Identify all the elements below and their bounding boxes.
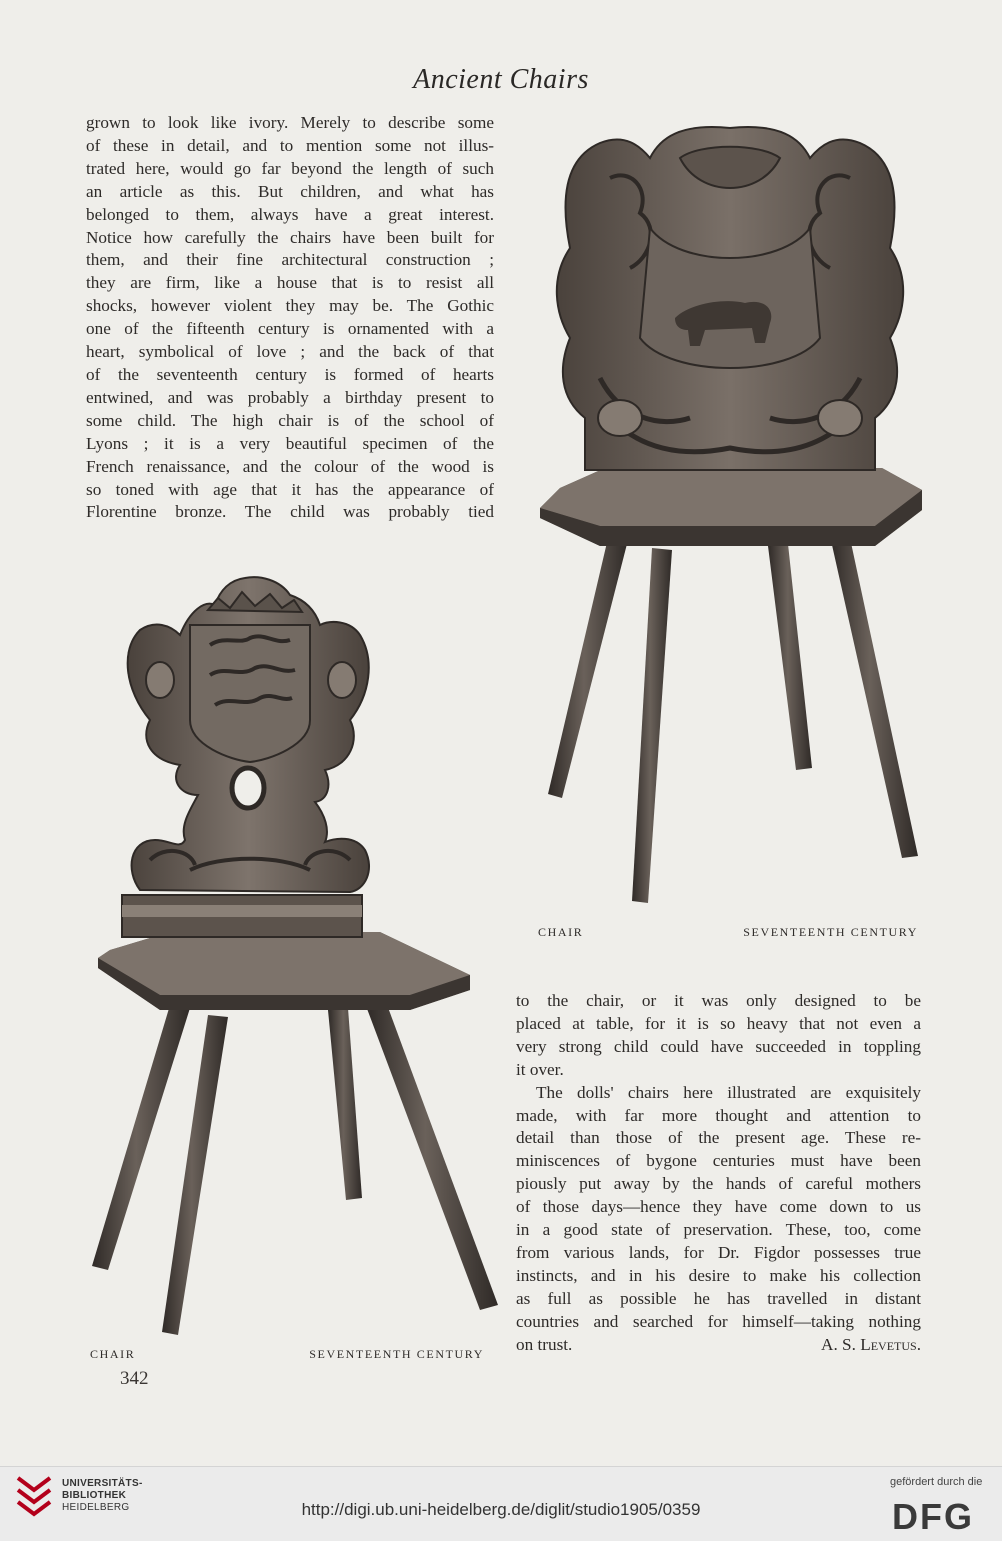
text-line: an article as this. But children, and what has xyxy=(86,181,494,201)
text-line: miniscences of bygone centuries must have been xyxy=(516,1151,921,1171)
running-title: Ancient Chairs xyxy=(413,64,589,95)
text-line: them, and their fine architectural construction ; xyxy=(86,250,494,270)
text-line: Lyons ; it is a very beautiful specimen of the xyxy=(86,433,494,453)
library-name-line2: BIBLIOTHEK xyxy=(62,1490,127,1501)
text-line: to the chair, or it was only designed to be xyxy=(516,991,921,1010)
page-number: 342 xyxy=(120,1368,149,1389)
text-line: in a good state of preservation. These, too, come xyxy=(516,1220,921,1240)
text-line: belonged to them, always have a great interest. xyxy=(86,204,494,224)
text-line: so toned with age that it has the appearance of xyxy=(86,479,494,499)
dfg-logo: DFG xyxy=(892,1496,974,1537)
text-line: made, with far more thought and attention to xyxy=(516,1105,921,1125)
text-line: placed at table, for it is so heavy that not even a xyxy=(516,1013,921,1033)
text-line: trated here, would go far beyond the length of such xyxy=(86,158,494,178)
caption-right-period: SEVENTEENTH CENTURY xyxy=(743,925,918,939)
caption-left-label: CHAIR xyxy=(90,1347,136,1361)
text-line: Florentine bronze. The child was probably tied xyxy=(86,502,494,522)
text-line: Notice how carefully the chairs have been built for xyxy=(86,227,494,247)
text-line: they are firm, like a house that is to resist all xyxy=(86,273,494,293)
text-line: it over. xyxy=(516,1059,564,1079)
text-line: as full as possible he has travelled in distant xyxy=(516,1288,921,1308)
article-text-top-column xyxy=(86,112,494,524)
text-line: countries and searched for himself—taking nothing xyxy=(516,1311,921,1331)
text-line: The dolls' chairs here illustrated are exquisitely xyxy=(536,1082,921,1102)
text-line: from various lands, for Dr. Figdor possesses true xyxy=(516,1242,921,1262)
text-line: of these in detail, and to mention some not illus- xyxy=(86,135,494,155)
library-name-line3: HEIDELBERG xyxy=(62,1502,130,1513)
text-line: some child. The high chair is of the school of xyxy=(86,410,494,430)
text-line: French renaissance, and the colour of the wood is xyxy=(86,456,494,476)
text-line: detail than those of the present age. These re- xyxy=(516,1128,921,1148)
chair-photo-right xyxy=(530,118,930,918)
caption-left xyxy=(90,1347,484,1362)
funded-by-label: gefördert durch die xyxy=(890,1476,983,1488)
last-line-text: on trust. xyxy=(516,1334,573,1354)
library-name-line1: UNIVERSITÄTS- xyxy=(62,1478,143,1489)
text-line: very strong child could have succeeded in toppling xyxy=(516,1036,921,1056)
text-line: of those days—hence they have come down to us xyxy=(516,1197,921,1217)
chair-photo-left xyxy=(80,570,500,1340)
source-url-link[interactable]: http://digi.ub.uni-heidelberg.de/diglit/studio1905/0359 xyxy=(301,1500,701,1519)
text-line: grown to look like ivory. Merely to describe some xyxy=(86,113,494,132)
text-line: instincts, and in his desire to make his collection xyxy=(516,1265,921,1285)
caption-left-period: SEVENTEENTH CENTURY xyxy=(309,1347,484,1361)
article-text-bottom-column xyxy=(516,990,921,1357)
text-line: one of the fifteenth century is ornamented with a xyxy=(86,319,494,339)
text-line: entwined, and was probably a birthday present to xyxy=(86,387,494,407)
text-line: shocks, however violent they may be. The Gothic xyxy=(86,296,494,316)
paragraph-continuation xyxy=(516,990,921,1082)
caption-right xyxy=(538,925,918,940)
text-line: of the seventeenth century is formed of hearts xyxy=(86,364,494,384)
author-signature: A. S. Levetus. xyxy=(821,1334,921,1354)
text-line: heart, symbolical of love ; and the back of that xyxy=(86,342,494,362)
signature-line xyxy=(516,1334,921,1357)
paragraph-dolls-chairs xyxy=(516,1082,921,1334)
text-line: piously put away by the hands of careful mothers xyxy=(516,1174,921,1194)
caption-right-label: CHAIR xyxy=(538,925,584,939)
